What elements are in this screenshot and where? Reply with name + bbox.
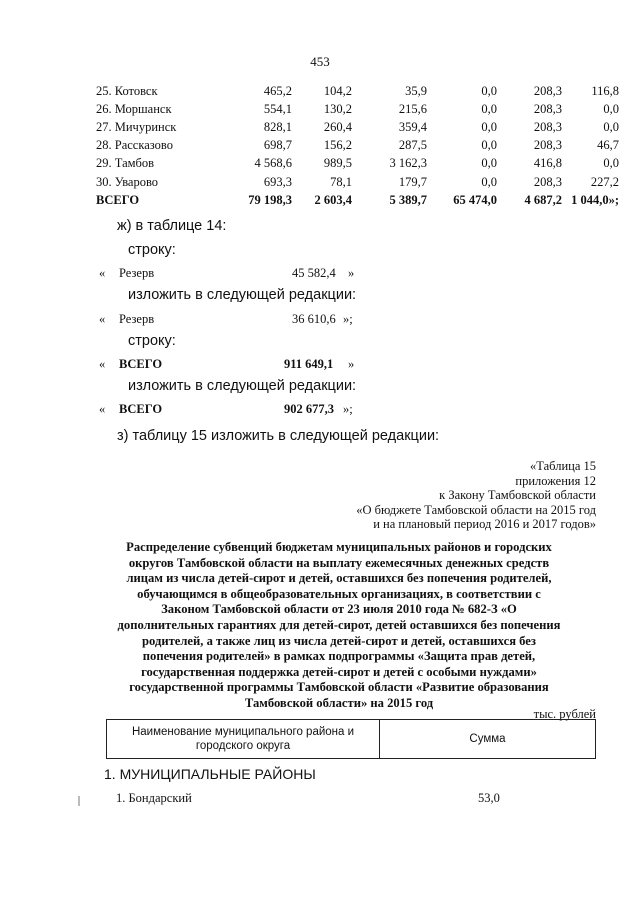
title-line: родителей, а также лиц из числа детей-сирот и детей, оставшихся без (142, 633, 536, 648)
cell: 260,4 (323, 119, 352, 134)
row-word: строку: (128, 333, 176, 349)
title-line: государственная поддержка детей-сирот и детей с особыми нуждами» (141, 664, 537, 679)
cell: 2 603,4 (314, 192, 352, 207)
cell: 693,3 (263, 174, 292, 189)
quote-open: « (99, 402, 106, 416)
appendix-line: «Таблица 15 (530, 459, 596, 473)
section-zh-heading: ж) в таблице 14: (117, 218, 227, 234)
cell: 79 198,3 (248, 192, 292, 207)
cell: 116,8 (591, 83, 619, 98)
row-name: 28. Рассказово (96, 138, 173, 153)
table-row (96, 82, 619, 100)
cell: 416,8 (533, 156, 562, 171)
table-row (96, 100, 619, 118)
edit-instruction: изложить в следующей редакции: (128, 378, 357, 394)
cell: 0,0 (481, 138, 497, 153)
quote-close: » (348, 357, 355, 371)
title-line: Законом Тамбовской области от 23 июля 2010 года № 682-З «О (161, 602, 517, 617)
title-line: государственной программы Тамбовской области «Развитие образования (129, 680, 549, 695)
appendix-line: к Закону Тамбовской области (439, 488, 596, 503)
row-name: 30. Уварово (96, 174, 159, 189)
table-title (104, 540, 574, 712)
title-line: округов Тамбовской области на выплату ежемесячных денежных средств (128, 555, 550, 570)
row-name: 27. Мичуринск (96, 119, 177, 134)
quote-close: »; (343, 312, 353, 326)
cell: 227,2 (590, 174, 619, 189)
quote-open: « (99, 266, 106, 280)
reserve-value-old: 45 582,4 (292, 266, 336, 280)
header-name-column: Наименование муниципального района и городского округа (107, 720, 380, 759)
cell: 828,1 (263, 119, 292, 134)
title-line: Распределение субвенций бюджетам муниципальных районов и городских (126, 540, 552, 554)
cell: 78,1 (330, 174, 352, 189)
cell: 0,0 (481, 119, 497, 134)
cell: 0,0 (481, 83, 497, 98)
cell: 359,4 (398, 119, 427, 134)
cell: 287,5 (398, 138, 427, 153)
table-row (96, 155, 619, 173)
quote-open: « (99, 312, 106, 326)
total-row (96, 191, 619, 209)
row-name: 29. Тамбов (96, 156, 155, 171)
cell: 698,7 (263, 138, 292, 153)
cell: 208,3 (533, 174, 562, 189)
cell: 104,2 (323, 83, 352, 98)
cell: 130,2 (323, 101, 352, 116)
page-number: 453 (310, 54, 330, 69)
section-municipal-districts: 1. МУНИЦИПАЛЬНЫЕ РАЙОНЫ (104, 766, 316, 782)
reserve-label: Резерв (119, 312, 155, 326)
district-value: 53,0 (478, 791, 500, 805)
cell: 0,0 (603, 119, 619, 134)
row-word: строку: (128, 242, 176, 258)
cell: 0,0 (603, 156, 619, 171)
header-sum-column: Сумма (380, 720, 596, 759)
subvention-table-top (96, 82, 619, 209)
total-label: ВСЕГО (96, 192, 140, 207)
appendix-reference (356, 459, 596, 532)
cell: 208,3 (533, 119, 562, 134)
cell: 208,3 (533, 101, 562, 116)
quote-open: « (99, 357, 106, 371)
table-row (96, 137, 619, 155)
cell: 3 162,3 (389, 156, 427, 171)
cell: 4 568,6 (254, 156, 292, 171)
title-line: лицам из числа детей-сирот и детей, оставшихся без попечения родителей, (126, 571, 552, 586)
cell: 179,7 (398, 174, 427, 189)
scan-artifact (78, 796, 80, 806)
title-line: попечения родителей» в рамках подпрограммы «Защита прав детей, (142, 649, 536, 664)
table-row (96, 118, 619, 136)
cell: 5 389,7 (389, 192, 427, 207)
edit-instruction: изложить в следующей редакции: (128, 287, 357, 303)
table15-header (106, 719, 596, 759)
cell: 1 044,0»; (571, 192, 619, 207)
title-line: обучающимся в общеобразовательных организациях, в соответствии с (137, 586, 541, 601)
cell: 465,2 (263, 83, 292, 98)
cell: 215,6 (398, 101, 427, 116)
title-line: дополнительных гарантиях для детей-сирот, детей оставшихся без попечения (117, 617, 561, 632)
quote-close: »; (343, 402, 353, 416)
cell: 4 687,2 (524, 192, 562, 207)
quote-close: » (348, 266, 355, 280)
reserve-label: Резерв (119, 266, 155, 280)
table-row (96, 173, 619, 191)
section-z-heading: з) таблицу 15 изложить в следующей редакции: (117, 428, 440, 444)
title-line: Тамбовской области» на 2015 год (244, 695, 434, 710)
district-name: 1. Бондарский (116, 791, 192, 805)
total-label: ВСЕГО (119, 357, 163, 371)
appendix-line: приложения 12 (515, 473, 596, 488)
total-value-new: 902 677,3 (284, 402, 334, 416)
units-label: тыс. рублей (533, 707, 596, 721)
cell: 156,2 (323, 138, 352, 153)
cell: 46,7 (597, 138, 619, 153)
cell: 35,9 (405, 83, 427, 98)
reserve-value-new: 36 610,6 (292, 312, 336, 326)
cell: 65 474,0 (453, 192, 497, 207)
cell: 0,0 (481, 174, 497, 189)
total-label: ВСЕГО (119, 402, 163, 416)
cell: 0,0 (603, 101, 619, 116)
header-row (107, 720, 596, 759)
cell: 989,5 (323, 156, 352, 171)
cell: 0,0 (481, 156, 497, 171)
cell: 208,3 (533, 83, 562, 98)
appendix-line: и на плановый период 2016 и 2017 годов» (373, 517, 596, 532)
row-name: 25. Котовск (96, 83, 158, 98)
cell: 0,0 (481, 101, 497, 116)
row-name: 26. Моршанск (96, 101, 172, 116)
cell: 208,3 (533, 138, 562, 153)
cell: 554,1 (263, 101, 292, 116)
appendix-line: «О бюджете Тамбовской области на 2015 год (356, 502, 596, 517)
total-value-old: 911 649,1 (284, 357, 334, 371)
